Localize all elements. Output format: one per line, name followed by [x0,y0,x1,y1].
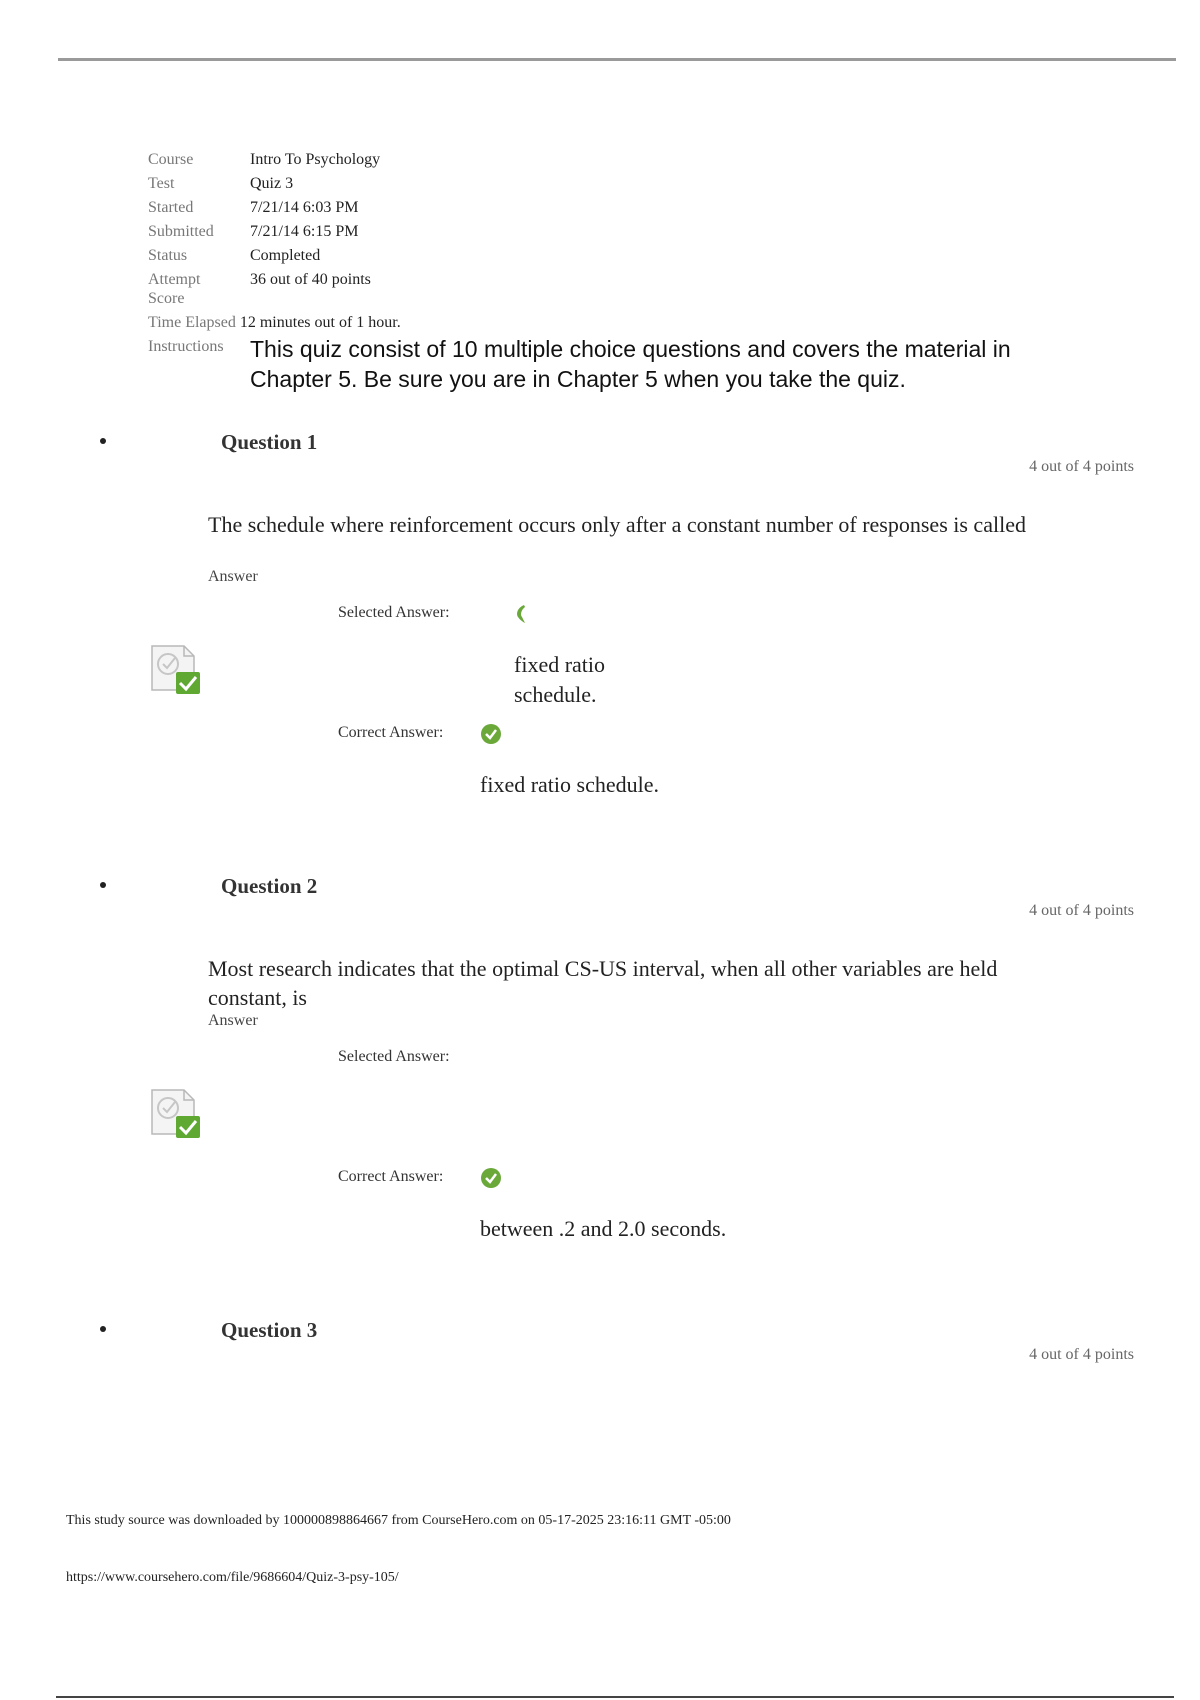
source-url[interactable]: https://www.coursehero.com/file/9686604/Quiz-3-psy-105/ [66,1570,399,1585]
course-value: Intro To Psychology [250,151,381,168]
question-points: 4 out of 4 points [1029,458,1134,475]
attempt-summary [148,150,1070,394]
bullet-icon [100,438,106,444]
question-points: 4 out of 4 points [1029,902,1134,919]
attempt-score-label-line2: Score [148,290,185,307]
selected-answer-label: Selected Answer: [338,1048,450,1065]
started-value: 7/21/14 6:03 PM [250,199,359,216]
time-elapsed-row [148,313,1070,332]
started-row [148,198,1070,217]
download-source-note: This study source was downloaded by 100000898864667 from CourseHero.com on 05-17-2025 23:16:11 GMT -05:00 [66,1513,731,1528]
attempt-score-label-line1: Attempt [148,271,201,288]
submitted-row [148,222,1070,241]
status-label: Status [148,247,188,264]
test-row [148,174,1070,193]
question-text: Most research indicates that the optimal CS-US interval, when all other variables are held constant, is [208,956,998,1010]
instructions-label: Instructions [148,338,224,355]
attempt-score-value: 36 out of 40 points [250,271,371,288]
attempt-score-label [148,270,250,308]
test-value: Quiz 3 [250,175,294,192]
instructions-text: This quiz consist of 10 multiple choice questions and covers the material in Chapter 5. Be sure you are in Chapter 5 when you take the quiz. [250,336,1011,392]
submitted-label: Submitted [148,223,214,240]
submitted-value: 7/21/14 6:15 PM [250,223,359,240]
top-divider [58,58,1176,61]
correct-answer-label: Correct Answer: [338,1168,444,1185]
bullet-icon [100,882,106,888]
check-circle-icon [480,723,502,745]
course-row [148,150,1070,169]
question-title: Question 2 [221,874,318,898]
question-title: Question 1 [221,430,318,454]
question-title: Question 3 [221,1318,318,1342]
question-points: 4 out of 4 points [1029,1346,1134,1363]
correct-answer-text: between .2 and 2.0 seconds. [480,1216,727,1241]
answer-label: Answer [208,1012,258,1029]
test-label: Test [148,175,175,192]
correct-grade-icon [148,1086,202,1140]
correct-answer-text: fixed ratio schedule. [480,772,659,797]
partial-check-icon [514,604,526,624]
bottom-divider [56,1696,1174,1698]
time-elapsed-label: Time Elapsed [148,314,236,331]
question-text: The schedule where reinforcement occurs only after a constant number of responses is called [208,512,1026,537]
course-label: Course [148,151,194,168]
attempt-score-row [148,270,1070,308]
selected-answer-label: Selected Answer: [338,604,450,621]
started-label: Started [148,199,194,216]
instructions-row [148,337,1070,394]
bullet-icon [100,1326,106,1332]
answer-label: Answer [208,568,258,585]
check-circle-icon [480,1167,502,1189]
selected-answer-text: fixed ratio schedule. [514,652,606,707]
correct-grade-icon [148,642,202,696]
time-elapsed-value: 12 minutes out of 1 hour. [239,314,401,331]
correct-answer-label: Correct Answer: [338,724,444,741]
status-row [148,246,1070,265]
status-value: Completed [250,247,321,264]
